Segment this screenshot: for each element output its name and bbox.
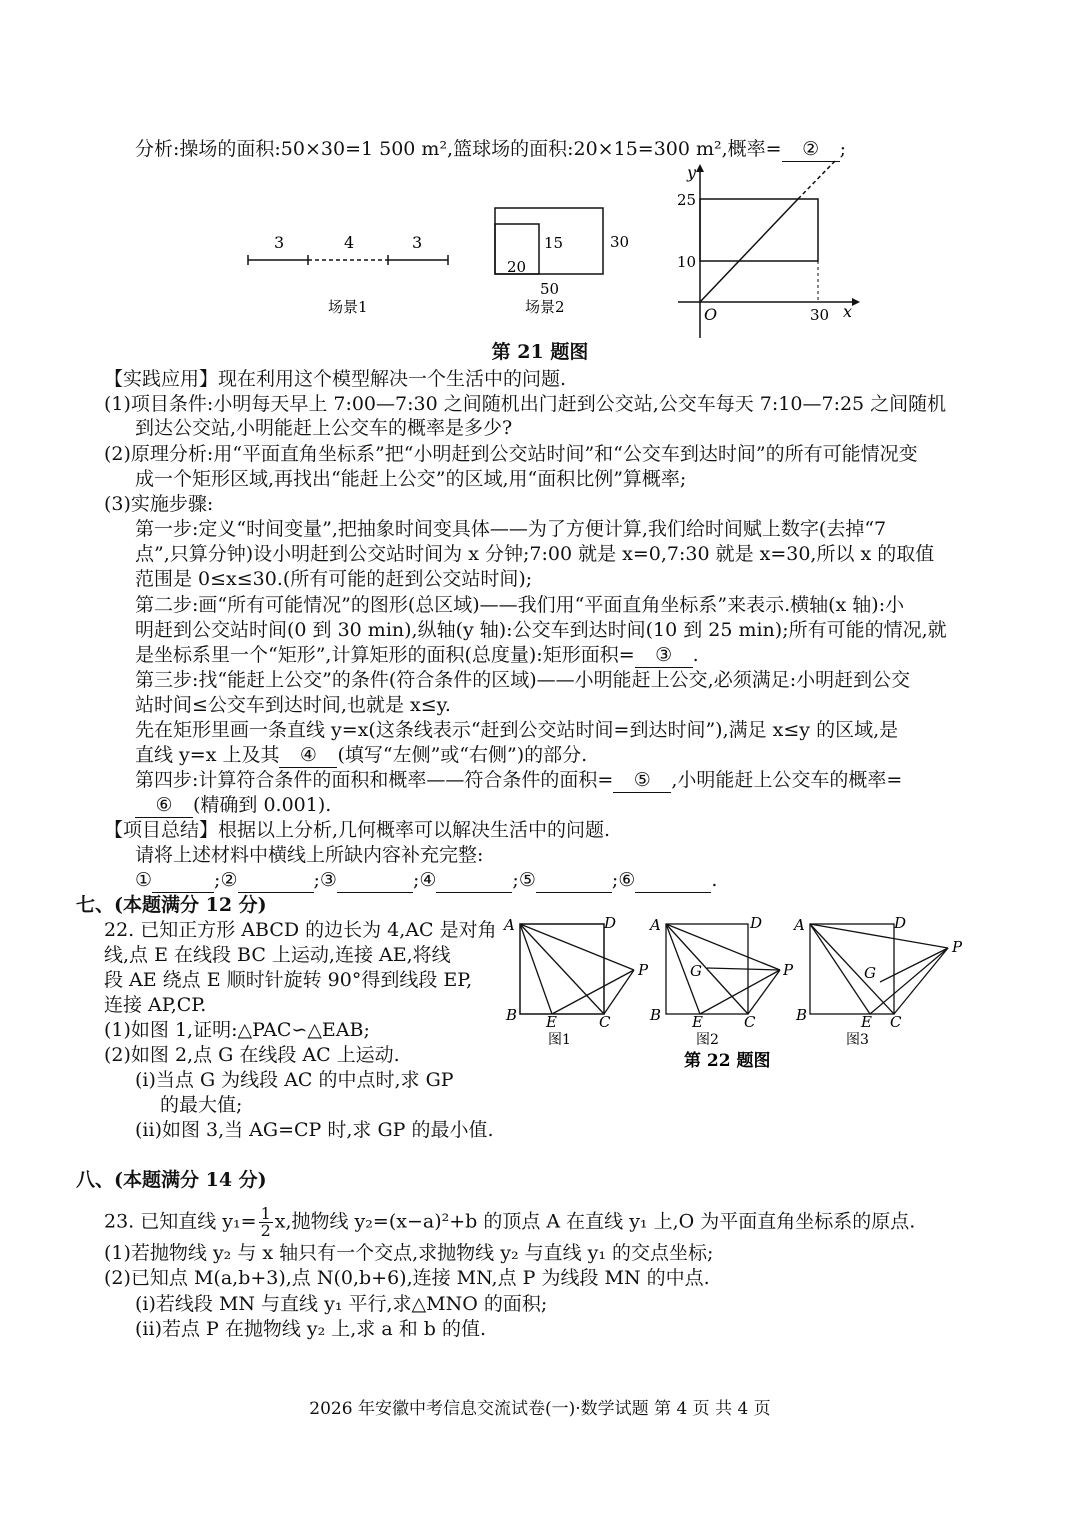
- answer-blank-3[interactable]: [337, 868, 413, 893]
- scene2-outer-height: 30: [610, 233, 630, 251]
- step4-b-suffix: (精确到 0.001).: [193, 794, 332, 816]
- scene2-inner-height: 15: [544, 234, 564, 252]
- graph-origin: O: [704, 305, 718, 324]
- fill-instruction: 请将上述材料中横线上所缺内容补充完整:: [135, 844, 484, 866]
- q22-figure: [500, 908, 980, 1078]
- fig1-label-e: E: [546, 1013, 557, 1031]
- p2-line-b: 成一个矩形区域,再找出“能赶上公交”的区域,用“面积比例”算概率;: [135, 468, 687, 490]
- practice-heading: 【实践应用】现在利用这个模型解决一个生活中的问题.: [104, 368, 567, 390]
- fig1-label-b: B: [506, 1006, 518, 1024]
- answer-label-5: ⑤: [518, 869, 536, 891]
- summary-line: 【项目总结】根据以上分析,几何概率可以解决生活中的问题.: [104, 819, 611, 841]
- answer-label-3: ③: [319, 869, 337, 891]
- answer-blank-1[interactable]: [152, 868, 214, 893]
- fig2-label-e: E: [692, 1013, 703, 1031]
- step4-a-text: 第四步:计算符合条件的面积和概率——符合条件的面积=: [135, 769, 614, 791]
- answer-label-6: ⑥: [618, 869, 636, 891]
- step4-a-suffix: ,小明能赶上公交车的概率=: [671, 769, 903, 791]
- blank-3: ③: [635, 643, 693, 668]
- q21-analysis-text: 分析:操场的面积:50×30=1 500 m²,篮球场的面积:20×15=300 m²,概率=: [135, 138, 782, 160]
- blank-2: ②: [782, 137, 840, 162]
- fig3-label-g: G: [864, 964, 876, 982]
- p3-heading: (3)实施步骤:: [104, 493, 214, 515]
- fig2-label-c: C: [744, 1013, 756, 1031]
- answer-label-1: ①: [135, 869, 153, 891]
- p1-line-a: (1)项目条件:小明每天早上 7:00—7:30 之间随机出门赶到公交站,公交车每天 7:10—7:25 之间随机: [104, 393, 947, 415]
- graph-y-25: 25: [677, 191, 697, 209]
- fig3-label-c: C: [890, 1013, 902, 1031]
- scene1-seg1: 3: [274, 233, 285, 252]
- q22-fig2: [648, 914, 794, 1048]
- q22-line-5: (1)如图 1,证明:△PAC∽△EAB;: [104, 1019, 370, 1041]
- step2-a: 第二步:画“所有可能情况”的图形(总区域)——我们用“平面直角坐标系”来表示.横轴(x 轴):小: [135, 594, 905, 616]
- step4-a: [135, 768, 902, 793]
- q22-line-7: (i)当点 G 为线段 AC 的中点时,求 GP: [135, 1069, 454, 1091]
- answer-blank-5[interactable]: [536, 868, 612, 893]
- step3-d-suffix: (填写“左侧”或“右侧”)的部分.: [337, 744, 588, 766]
- q22-line-1: 22. 已知正方形 ABCD 的边长为 4,AC 是对角: [104, 919, 497, 941]
- step2-c-text: 是坐标系里一个“矩形”,计算矩形的面积(总度量):矩形面积=: [135, 644, 635, 666]
- fig2-caption: 图2: [696, 1032, 719, 1048]
- fig2-label-a: A: [650, 916, 661, 934]
- graph-x-label: x: [843, 302, 853, 321]
- scene1-seg3: 3: [412, 233, 423, 252]
- fig1-label-a: A: [504, 916, 515, 934]
- fig1-label-d: D: [604, 914, 617, 932]
- fraction-denominator: 2: [260, 1221, 271, 1240]
- step3-d-text: 直线 y=x 上及其: [135, 744, 280, 766]
- q22-line-8: 的最大值;: [160, 1094, 243, 1116]
- fig3-label-b: B: [796, 1006, 808, 1024]
- graph-x-30: 30: [810, 306, 830, 324]
- step2-b: 明赶到公交站时间(0 到 30 min),纵轴(y 轴):公交车到达时间(10 到 25 min);所有可能的情况,就: [135, 619, 947, 641]
- q21-figure-caption: 第 21 题图: [491, 341, 589, 363]
- q22-fig1: [502, 914, 649, 1048]
- fig3-label-e: E: [861, 1013, 872, 1031]
- answer-end: .: [711, 869, 718, 891]
- section-7-heading: 七、(本题满分 12 分): [76, 894, 267, 916]
- fig3-label-d: D: [894, 914, 907, 932]
- q22-line-6: (2)如图 2,点 G 在线段 AC 上运动.: [104, 1044, 400, 1066]
- step2-c-suffix: .: [692, 644, 699, 666]
- fig1-label-p: P: [638, 961, 649, 979]
- graph-y-label: y: [687, 163, 697, 182]
- q22-line-9: (ii)如图 3,当 AG=CP 时,求 GP 的最小值.: [135, 1119, 494, 1141]
- fraction-one-half: [259, 1206, 273, 1239]
- step3-d: [135, 743, 587, 768]
- answer-label-4: ④: [419, 869, 437, 891]
- answer-blank-2[interactable]: [238, 868, 314, 893]
- fraction-numerator: 1: [260, 1204, 271, 1223]
- fig1-label-c: C: [599, 1013, 611, 1031]
- p2-line-a: (2)原理分析:用“平面直角坐标系”把“小明赶到公交站时间”和“公交车到达时间”的所有可能情况变: [104, 443, 918, 465]
- fig1-caption: 图1: [548, 1032, 571, 1048]
- fig2-label-g: G: [690, 962, 702, 980]
- q22-fig3: [792, 914, 963, 1048]
- q23-line-1: [104, 1206, 915, 1239]
- blank-5: ⑤: [613, 768, 671, 793]
- q23-line-1-start: 23. 已知直线 y₁=: [104, 1210, 257, 1233]
- q22-figure-caption: 第 22 题图: [684, 1051, 771, 1071]
- fig2-label-d: D: [750, 914, 763, 932]
- q22-line-4: 连接 AP,CP.: [104, 994, 207, 1016]
- fig3-label-p: P: [952, 938, 963, 956]
- q21-figure: [240, 160, 880, 360]
- step1-b: 点”,只算分钟)设小明赶到公交站时间为 x 分钟;7:00 就是 x=0,7:30 就是 x=30,所以 x 的取值: [135, 543, 935, 565]
- answer-blank-6[interactable]: [635, 868, 711, 893]
- step1-a: 第一步:定义“时间变量”,把抽象时间变具体——为了方便计算,我们给时间赋上数字(去掉“7: [135, 518, 887, 540]
- page-footer: 2026 年安徽中考信息交流试卷(一)·数学试题 第 4 页 共 4 页: [309, 1399, 771, 1419]
- scene1-figure: [248, 233, 448, 316]
- scene2-figure: [495, 208, 629, 316]
- q22-line-2: 线,点 E 在线段 BC 上运动,连接 AE,将线: [104, 944, 451, 966]
- scene2-inner-width: 20: [507, 258, 527, 276]
- graph-y-10: 10: [677, 253, 697, 271]
- fig3-label-a: A: [794, 916, 805, 934]
- fig3-caption: 图3: [846, 1032, 869, 1048]
- q23-line-1-end: x,抛物线 y₂=(x−a)²+b 的顶点 A 在直线 y₁ 上,O 为平面直角坐标系的原点.: [274, 1210, 916, 1233]
- step3-b: 站时间≤公交车到达时间,也就是 x≤y.: [135, 694, 451, 716]
- answer-blanks: ① ;② ;③ ;④ ;⑤ ;⑥ .: [135, 869, 718, 891]
- answer-blank-4[interactable]: [436, 868, 512, 893]
- scene1-caption: 场景1: [328, 298, 368, 316]
- step2-c: [135, 643, 699, 668]
- q21-analysis: [135, 137, 846, 162]
- fig2-label-p: P: [783, 961, 794, 979]
- q23-line-3: (2)已知点 M(a,b+3),点 N(0,b+6),连接 MN,点 P 为线段 MN 的中点.: [104, 1267, 710, 1289]
- p1-line-b: 到达公交站,小明能赶上公交车的概率是多少?: [135, 417, 513, 439]
- step3-a: 第三步:找“能赶上公交”的条件(符合条件的区域)——小明能赶上公交,必须满足:小明赶到公交: [135, 669, 911, 691]
- step4-b: [135, 793, 331, 818]
- blank-4: ④: [279, 743, 337, 768]
- step1-c: 范围是 0≤x≤30.(所有可能的赶到公交站时间);: [135, 568, 533, 590]
- q21-analysis-suffix: ;: [839, 138, 847, 160]
- blank-6: ⑥: [135, 793, 193, 818]
- q23-line-2: (1)若抛物线 y₂ 与 x 轴只有一个交点,求抛物线 y₂ 与直线 y₁ 的交点坐标;: [104, 1242, 714, 1264]
- scene1-seg2: 4: [344, 233, 355, 252]
- q22-line-3: 段 AE 绕点 E 顺时针旋转 90°得到线段 EP,: [104, 969, 473, 991]
- scene2-caption: 场景2: [525, 298, 565, 316]
- answer-label-2: ②: [220, 869, 238, 891]
- fig2-label-b: B: [650, 1006, 662, 1024]
- coordinate-graph: [677, 160, 860, 338]
- q23-line-4: (i)若线段 MN 与直线 y₁ 平行,求△MNO 的面积;: [135, 1293, 548, 1315]
- step3-c: 先在矩形里画一条直线 y=x(这条线表示“赶到公交站时间=到达时间”),满足 x≤y 的区域,是: [135, 719, 899, 741]
- q23-line-5: (ii)若点 P 在抛物线 y₂ 上,求 a 和 b 的值.: [135, 1318, 486, 1340]
- section-8-heading: 八、(本题满分 14 分): [76, 1169, 267, 1191]
- scene2-outer-width: 50: [540, 280, 560, 298]
